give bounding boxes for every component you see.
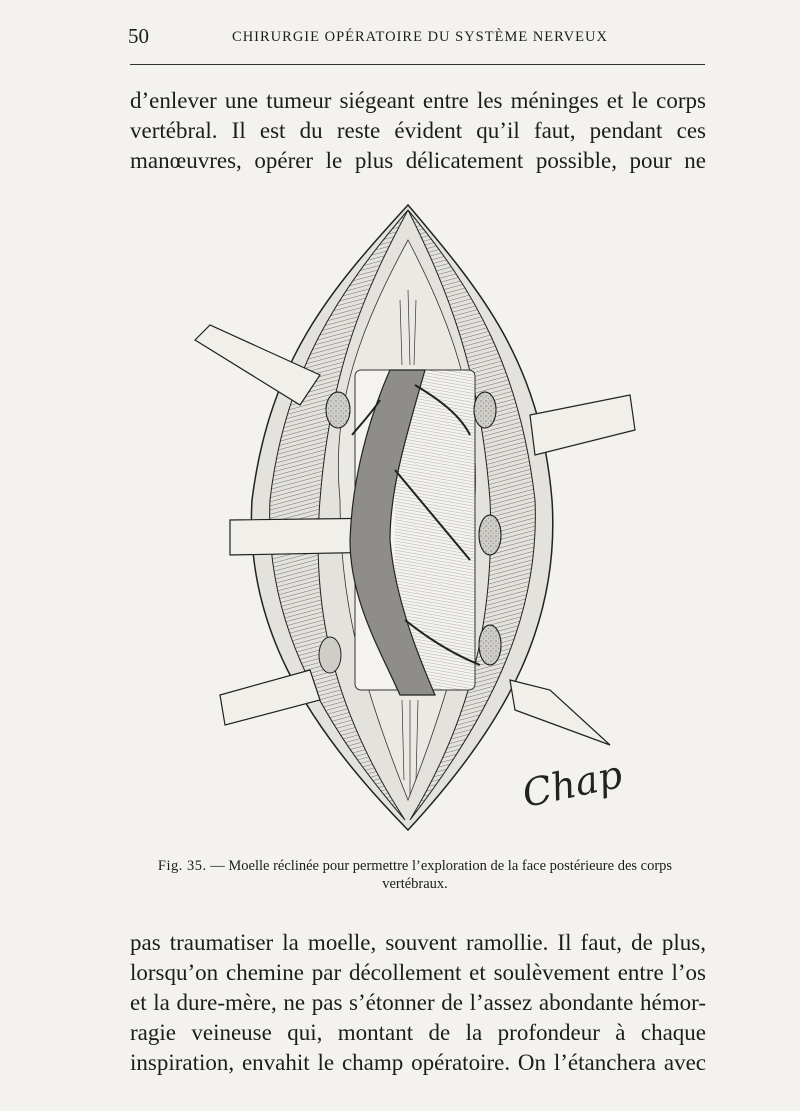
surgical-illustration: [190, 200, 650, 840]
text-line: et la dure-mère, ne pas s’étonner de l’assez abondante hémor-: [130, 990, 706, 1015]
text-line: lorsqu’on chemine par décollement et soulèvement entre l’os: [130, 960, 706, 985]
running-title: CHIRURGIE OPÉRATOIRE DU SYSTÈME NERVEUX: [232, 29, 608, 45]
caption-text: — Moelle réclinée pour permettre l’exploration de la face postérieure des corps vertébraux.: [210, 858, 673, 892]
text-line: manœuvres, opérer le plus délicatement possible, pour ne: [130, 148, 706, 173]
text-line: ragie veineuse qui, montant de la profondeur à chaque: [130, 1020, 706, 1045]
text-line: d’enlever une tumeur siégeant entre les méninges et le corps: [130, 88, 706, 113]
text-line: pas traumatiser la moelle, souvent ramollie. Il faut, de plus,: [130, 930, 706, 955]
page-number: 50: [128, 24, 149, 48]
body-paragraph-bottom: [130, 928, 706, 1078]
figure-label: Fig. 35.: [157, 858, 207, 874]
body-paragraph-top: [130, 86, 706, 176]
text-line: inspiration, envahit le champ opératoire. On l’étanchera avec: [130, 1050, 706, 1075]
figure-caption: [150, 857, 680, 893]
header-rule: [130, 64, 705, 65]
artist-signature: Chap: [518, 752, 627, 816]
text-line: vertébral. Il est du reste évident qu’il faut, pendant ces: [130, 118, 706, 143]
